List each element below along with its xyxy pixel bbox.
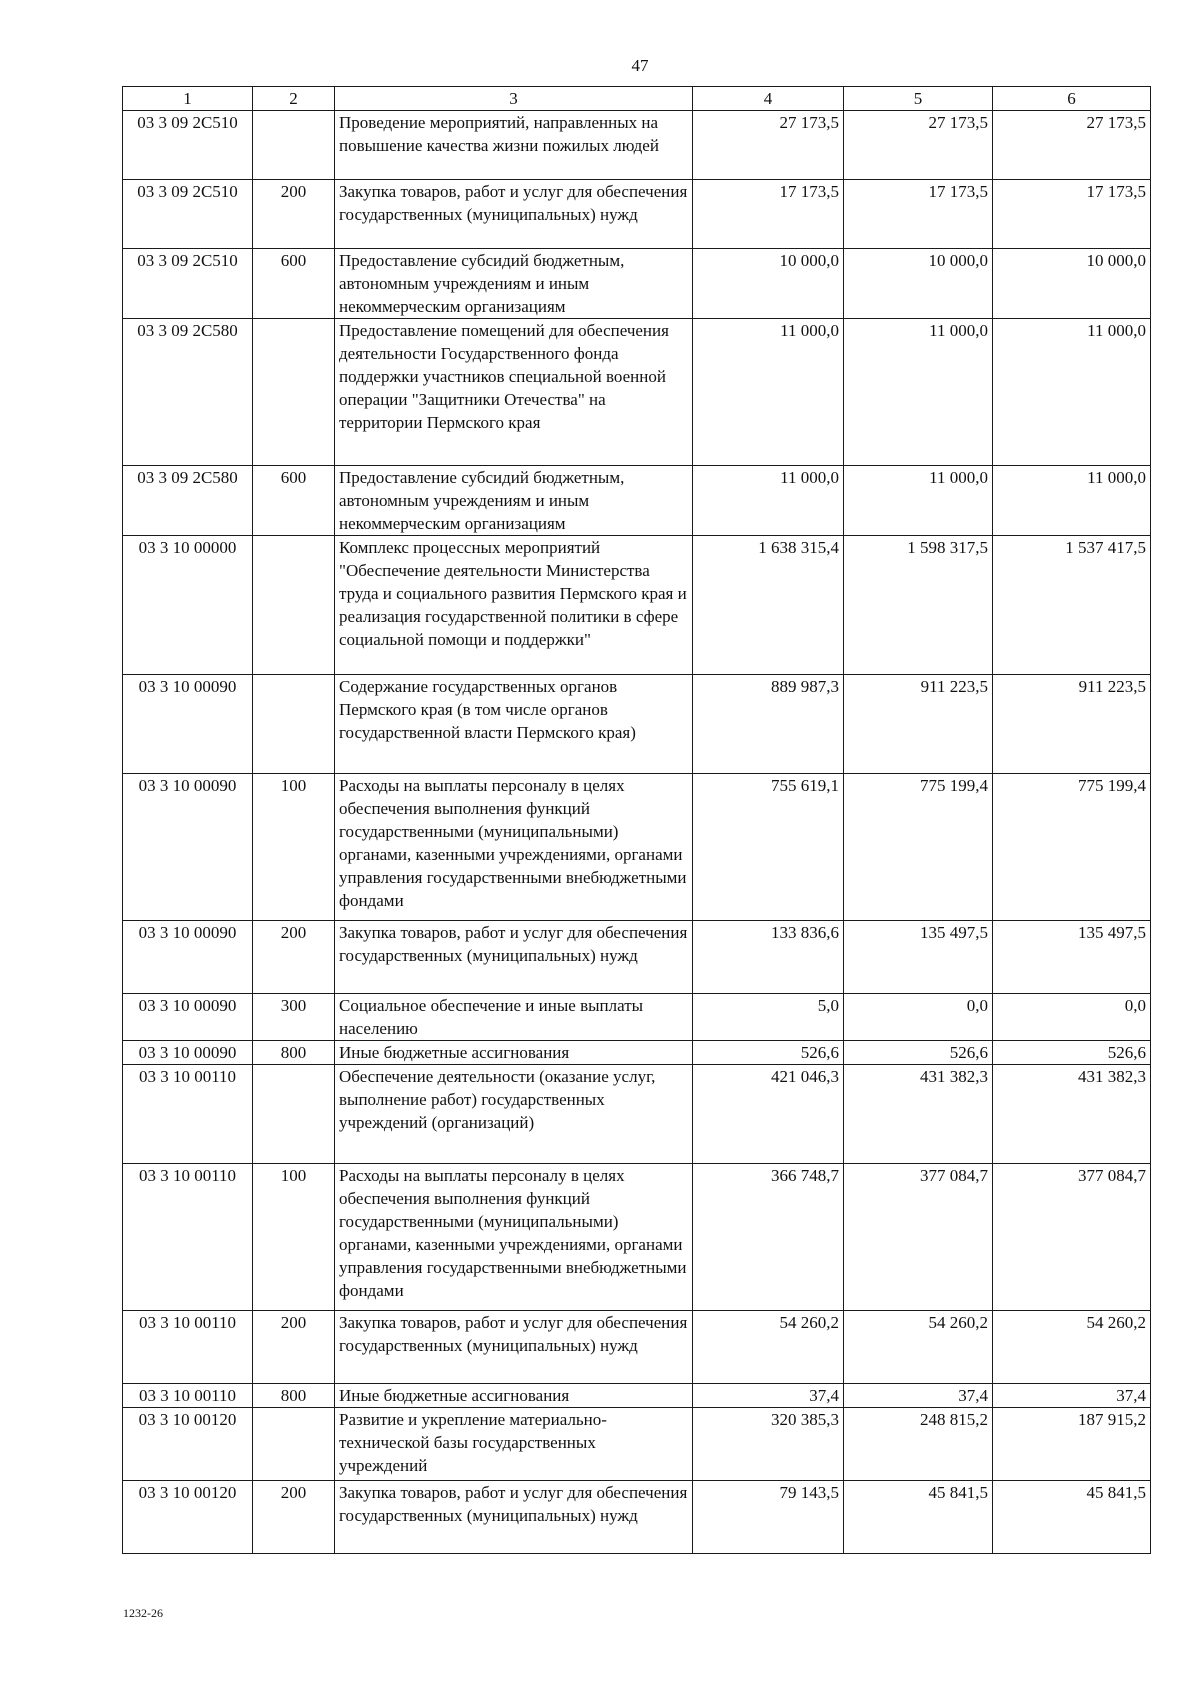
table-row <box>123 675 1151 774</box>
cell-name: Закупка товаров, работ и услуг для обеспечения государственных (муниципальных) нужд <box>335 1311 693 1384</box>
cell-target-article: 03 3 10 00090 <box>123 774 253 921</box>
cell-value-year-1: 79 143,5 <box>693 1481 844 1554</box>
cell-value-year-3: 911 223,5 <box>993 675 1151 774</box>
cell-value-year-2: 1 598 317,5 <box>844 536 993 675</box>
cell-value-year-2: 11 000,0 <box>844 466 993 536</box>
cell-expense-type <box>253 536 335 675</box>
table-row <box>123 1065 1151 1164</box>
column-header-year-1: 4 <box>693 87 844 111</box>
cell-name: Закупка товаров, работ и услуг для обеспечения государственных (муниципальных) нужд <box>335 180 693 249</box>
cell-name: Предоставление субсидий бюджетным, автономным учреждениям и иным некоммерческим организациям <box>335 466 693 536</box>
cell-value-year-3: 1 537 417,5 <box>993 536 1151 675</box>
cell-target-article: 03 3 10 00000 <box>123 536 253 675</box>
cell-value-year-3: 27 173,5 <box>993 111 1151 180</box>
table-row <box>123 1164 1151 1311</box>
cell-value-year-1: 1 638 315,4 <box>693 536 844 675</box>
cell-value-year-3: 17 173,5 <box>993 180 1151 249</box>
cell-name: Обеспечение деятельности (оказание услуг, выполнение работ) государственных учреждений (организаций) <box>335 1065 693 1164</box>
cell-value-year-3: 431 382,3 <box>993 1065 1151 1164</box>
cell-expense-type <box>253 319 335 466</box>
cell-target-article: 03 3 09 2C510 <box>123 111 253 180</box>
page-number: 47 <box>631 56 649 75</box>
cell-value-year-1: 10 000,0 <box>693 249 844 319</box>
cell-value-year-1: 11 000,0 <box>693 466 844 536</box>
cell-target-article: 03 3 09 2C510 <box>123 180 253 249</box>
cell-target-article: 03 3 09 2C580 <box>123 319 253 466</box>
cell-value-year-3: 45 841,5 <box>993 1481 1151 1554</box>
cell-name: Иные бюджетные ассигнования <box>335 1384 693 1408</box>
table-row <box>123 774 1151 921</box>
cell-target-article: 03 3 09 2C510 <box>123 249 253 319</box>
cell-expense-type: 800 <box>253 1041 335 1065</box>
column-header-name: 3 <box>335 87 693 111</box>
cell-value-year-2: 431 382,3 <box>844 1065 993 1164</box>
cell-value-year-2: 0,0 <box>844 994 993 1041</box>
cell-value-year-3: 54 260,2 <box>993 1311 1151 1384</box>
cell-name: Закупка товаров, работ и услуг для обеспечения государственных (муниципальных) нужд <box>335 1481 693 1554</box>
cell-target-article: 03 3 10 00110 <box>123 1164 253 1311</box>
cell-target-article: 03 3 10 00110 <box>123 1311 253 1384</box>
table-row <box>123 249 1151 319</box>
cell-value-year-1: 421 046,3 <box>693 1065 844 1164</box>
cell-value-year-2: 775 199,4 <box>844 774 993 921</box>
cell-target-article: 03 3 09 2C580 <box>123 466 253 536</box>
column-header-year-3: 6 <box>993 87 1151 111</box>
table-row <box>123 536 1151 675</box>
table-row <box>123 466 1151 536</box>
cell-value-year-1: 755 619,1 <box>693 774 844 921</box>
cell-target-article: 03 3 10 00110 <box>123 1065 253 1164</box>
cell-target-article: 03 3 10 00090 <box>123 994 253 1041</box>
table-row <box>123 921 1151 994</box>
cell-expense-type: 600 <box>253 249 335 319</box>
cell-value-year-3: 135 497,5 <box>993 921 1151 994</box>
cell-expense-type: 200 <box>253 1481 335 1554</box>
cell-value-year-2: 135 497,5 <box>844 921 993 994</box>
cell-value-year-3: 11 000,0 <box>993 319 1151 466</box>
cell-target-article: 03 3 10 00120 <box>123 1408 253 1481</box>
cell-name: Предоставление субсидий бюджетным, автономным учреждениям и иным некоммерческим организациям <box>335 249 693 319</box>
cell-expense-type: 600 <box>253 466 335 536</box>
cell-expense-type <box>253 111 335 180</box>
cell-value-year-1: 366 748,7 <box>693 1164 844 1311</box>
cell-name: Закупка товаров, работ и услуг для обеспечения государственных (муниципальных) нужд <box>335 921 693 994</box>
column-header-year-2: 5 <box>844 87 993 111</box>
cell-value-year-2: 10 000,0 <box>844 249 993 319</box>
cell-expense-type: 100 <box>253 1164 335 1311</box>
cell-value-year-3: 11 000,0 <box>993 466 1151 536</box>
cell-expense-type: 200 <box>253 921 335 994</box>
cell-expense-type <box>253 1065 335 1164</box>
cell-value-year-3: 377 084,7 <box>993 1164 1151 1311</box>
column-header-target-article: 1 <box>123 87 253 111</box>
cell-value-year-3: 0,0 <box>993 994 1151 1041</box>
cell-target-article: 03 3 10 00110 <box>123 1384 253 1408</box>
cell-value-year-2: 45 841,5 <box>844 1481 993 1554</box>
table-row <box>123 1384 1151 1408</box>
cell-value-year-1: 526,6 <box>693 1041 844 1065</box>
cell-expense-type: 100 <box>253 774 335 921</box>
cell-value-year-2: 248 815,2 <box>844 1408 993 1481</box>
cell-value-year-2: 17 173,5 <box>844 180 993 249</box>
cell-value-year-1: 17 173,5 <box>693 180 844 249</box>
budget-table <box>122 86 1151 1554</box>
column-header-expense-type: 2 <box>253 87 335 111</box>
cell-value-year-2: 526,6 <box>844 1041 993 1065</box>
cell-name: Проведение мероприятий, направленных на повышение качества жизни пожилых людей <box>335 111 693 180</box>
cell-value-year-3: 187 915,2 <box>993 1408 1151 1481</box>
cell-value-year-1: 27 173,5 <box>693 111 844 180</box>
cell-value-year-1: 37,4 <box>693 1384 844 1408</box>
cell-name: Расходы на выплаты персоналу в целях обеспечения выполнения функций государственными (муниципальными) органами, казенными учреждениями, органами управления государственными внебюджетными фондами <box>335 774 693 921</box>
cell-name: Иные бюджетные ассигнования <box>335 1041 693 1065</box>
table-row <box>123 1408 1151 1481</box>
footer-code: 1232-26 <box>123 1606 163 1620</box>
table-row <box>123 1311 1151 1384</box>
cell-name: Комплекс процессных мероприятий "Обеспечение деятельности Министерства труда и социального развития Пермского края и реализация государственной политики в сфере социальной помощи и поддержки" <box>335 536 693 675</box>
cell-target-article: 03 3 10 00090 <box>123 921 253 994</box>
cell-value-year-1: 320 385,3 <box>693 1408 844 1481</box>
cell-name: Расходы на выплаты персоналу в целях обеспечения выполнения функций государственными (муниципальными) органами, казенными учреждениями, органами управления государственными внебюджетными фондами <box>335 1164 693 1311</box>
cell-name: Содержание государственных органов Пермского края (в том числе органов государственной власти Пермского края) <box>335 675 693 774</box>
cell-target-article: 03 3 10 00090 <box>123 675 253 774</box>
cell-value-year-3: 10 000,0 <box>993 249 1151 319</box>
cell-value-year-1: 11 000,0 <box>693 319 844 466</box>
cell-expense-type: 800 <box>253 1384 335 1408</box>
cell-value-year-2: 11 000,0 <box>844 319 993 466</box>
table-header-row <box>123 87 1151 111</box>
table-row <box>123 1041 1151 1065</box>
cell-name: Предоставление помещений для обеспечения деятельности Государственного фонда поддержки участников специальной военной операции "Защитники Отечества" на территории Пермского края <box>335 319 693 466</box>
table-row <box>123 319 1151 466</box>
cell-value-year-1: 54 260,2 <box>693 1311 844 1384</box>
cell-expense-type: 200 <box>253 180 335 249</box>
cell-value-year-1: 5,0 <box>693 994 844 1041</box>
table-row <box>123 1481 1151 1554</box>
table-row <box>123 180 1151 249</box>
table-row <box>123 994 1151 1041</box>
cell-expense-type <box>253 675 335 774</box>
cell-target-article: 03 3 10 00120 <box>123 1481 253 1554</box>
table-row <box>123 111 1151 180</box>
cell-value-year-3: 526,6 <box>993 1041 1151 1065</box>
cell-expense-type: 200 <box>253 1311 335 1384</box>
cell-value-year-3: 775 199,4 <box>993 774 1151 921</box>
cell-value-year-2: 377 084,7 <box>844 1164 993 1311</box>
cell-target-article: 03 3 10 00090 <box>123 1041 253 1065</box>
cell-value-year-3: 37,4 <box>993 1384 1151 1408</box>
cell-value-year-1: 133 836,6 <box>693 921 844 994</box>
cell-expense-type: 300 <box>253 994 335 1041</box>
cell-value-year-1: 889 987,3 <box>693 675 844 774</box>
cell-value-year-2: 911 223,5 <box>844 675 993 774</box>
cell-value-year-2: 27 173,5 <box>844 111 993 180</box>
table-body <box>123 111 1151 1554</box>
cell-name: Социальное обеспечение и иные выплаты населению <box>335 994 693 1041</box>
cell-expense-type <box>253 1408 335 1481</box>
cell-value-year-2: 54 260,2 <box>844 1311 993 1384</box>
cell-name: Развитие и укрепление материально-технической базы государственных учреждений <box>335 1408 693 1481</box>
cell-value-year-2: 37,4 <box>844 1384 993 1408</box>
